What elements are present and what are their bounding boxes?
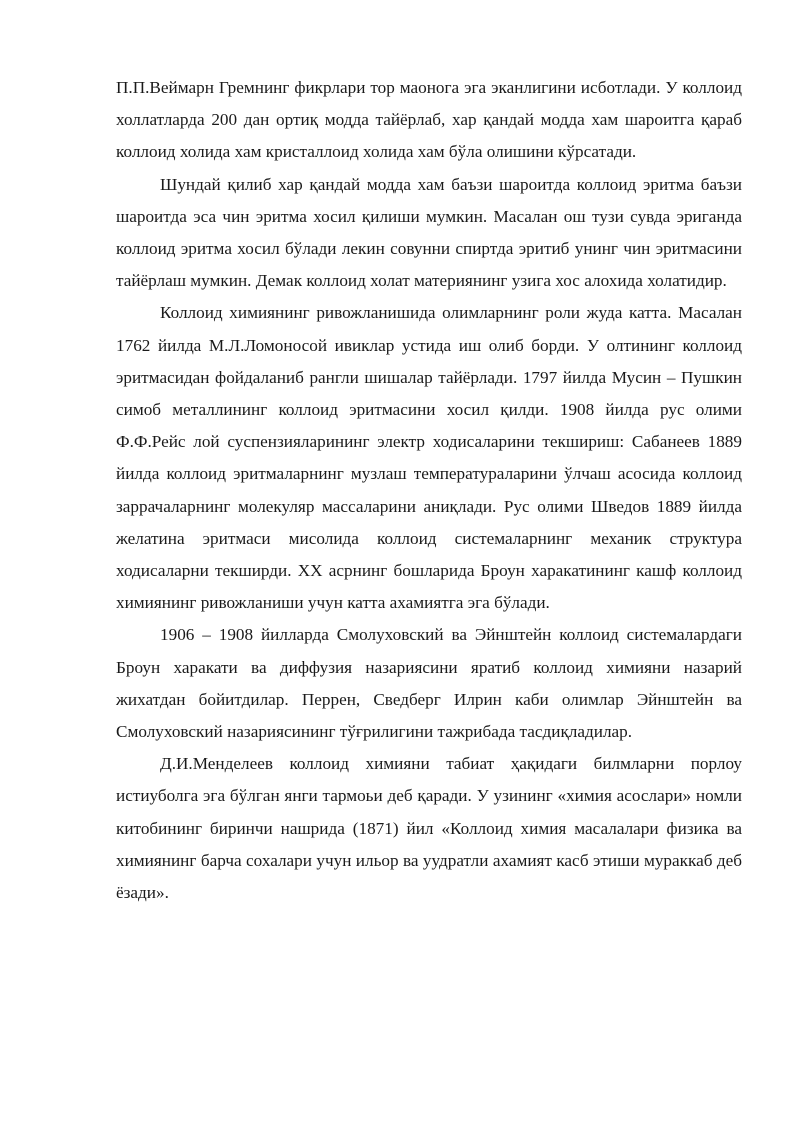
paragraph: П.П.Веймарн Гремнинг фикрлари тор маонога эга эканлигини исботлади. У коллоид холлатларда 200 дан ортиқ модда тайёрлаб, хар қандай модда хам шароитга қараб коллоид холида хам кристаллоид холида хам бўла олишини кўрсатади. [116,78,742,162]
paragraph: 1906 – 1908 йилларда Смолуховский ва Эйнштейн коллоид системалардаги Броун харакати ва диффузия назариясини яратиб коллоид химияни назарий жихатдан бойитдилар. Перрен, Сведберг Илрин каби олимлар Эйнштейн ва Смолуховский назариясининг тўғрилигини тажрибада тасдиқладилар. [116,625,742,742]
paragraph: Коллоид химиянинг ривожланишида олимларнинг роли жуда катта. Масалан 1762 йилда М.Л.Ломоносой ивиклар устида иш олиб борди. У олтининг коллоид эритмасидан фойдаланиб рангли шишалар тайёрлади. 1797 йилда Мусин – Пушкин симоб металлининг коллоид эритмасини хосил қилди. 1908 йилда рус олими Ф.Ф.Рейс лой суспензияларининг электр ходисаларини текшириш: Сабанеев 1889 йилда коллоид эритмаларнинг музлаш температураларини ўлчаш асосида коллоид заррачаларнинг молекуляр массаларини аниқлади. Рус олими Шведов 1889 йилда желатина эритмаси мисолида коллоид системаларнинг механик структура ходисаларни текширди. ХХ асрнинг бошларида Броун харакатининг кашф коллоид химиянинг ривожланиши учун катта ахамиятга эга бўлади. [116,303,742,613]
document-page [116,72,742,909]
paragraph: Шундай қилиб хар қандай модда хам баъзи шароитда коллоид эритма баъзи шароитда эса чин эритма хосил қилиши мумкин. Масалан ош тузи сувда эриганда коллоид эритма хосил бўлади лекин совунни спиртда эритиб унинг чин эритмасини тайёрлаш мумкин. Демак коллоид холат материянинг узига хос алохида холатидир. [116,174,742,291]
paragraph: Д.И.Менделеев коллоид химияни табиат ҳақидаги билмларни порлоу истиуболга эга бўлган янги тармоьи деб қаради. У узининг «химия асослари» номли китобининг биринчи нашрида (1871) йил «Коллоид химия масалалари физика ва химиянинг барча сохалари учун ильор ва уудратли ахамият касб этиши мураккаб деб ёзади». [116,754,742,903]
